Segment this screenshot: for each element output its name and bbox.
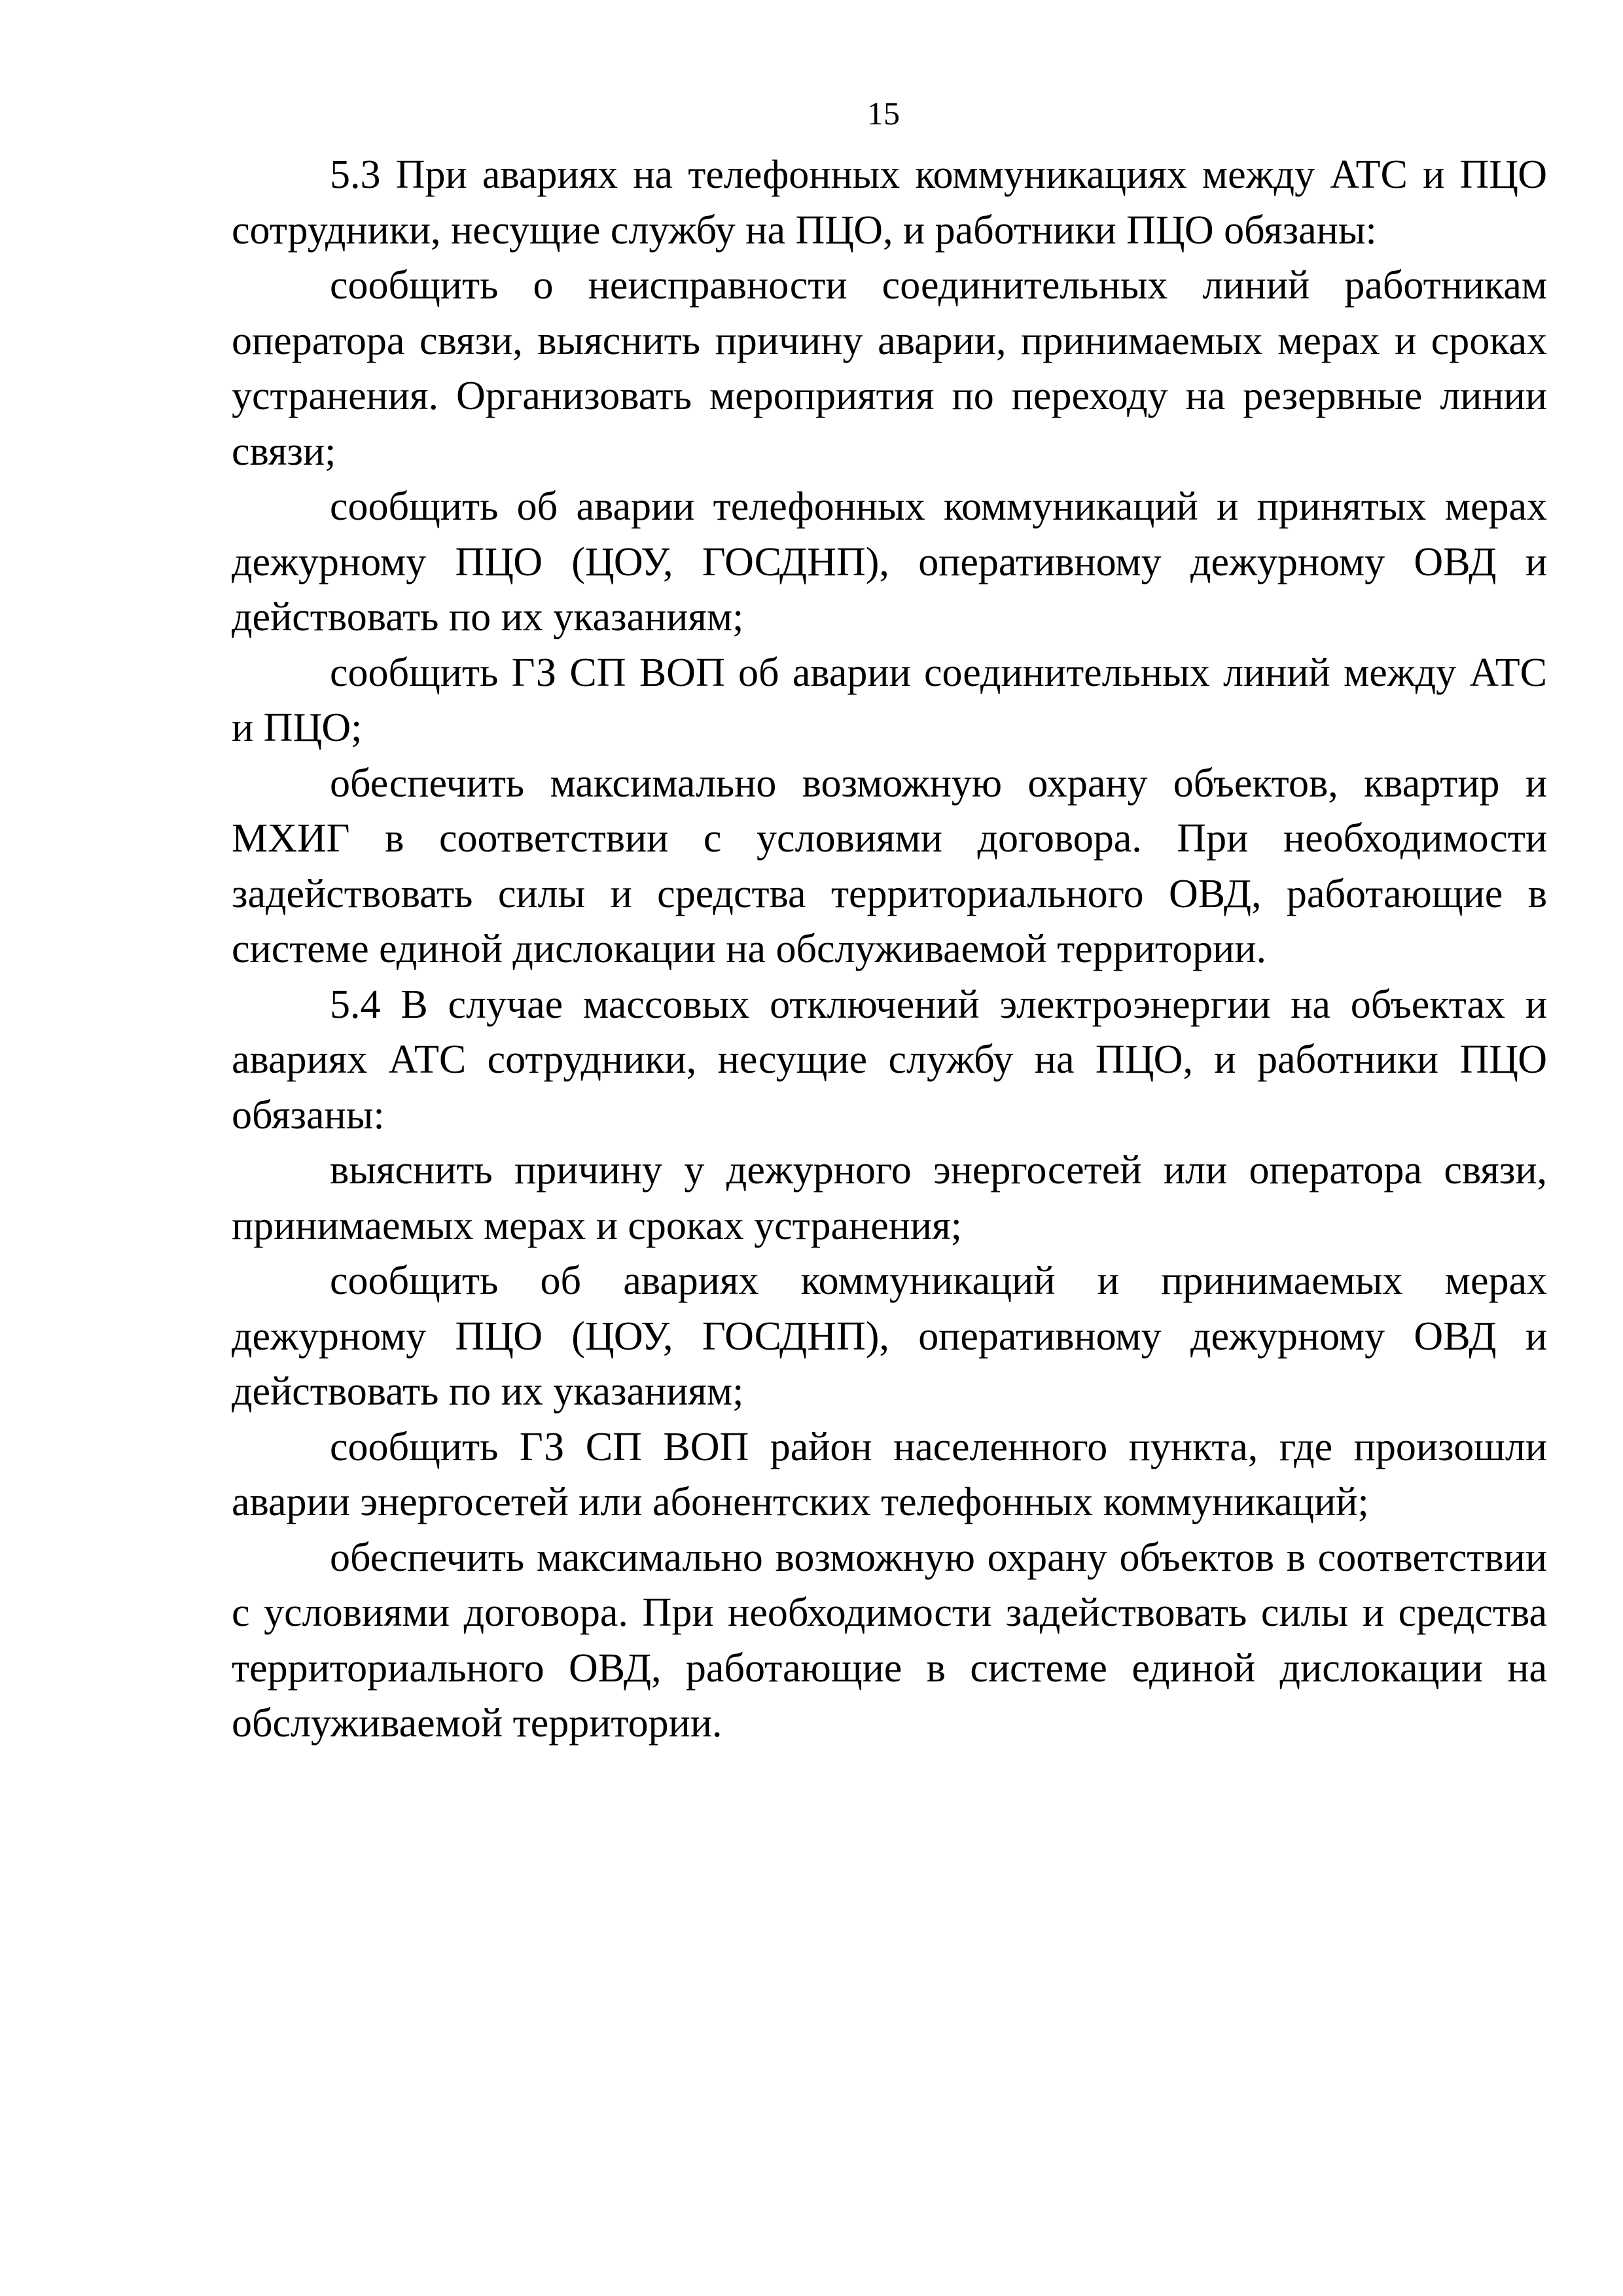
paragraph-report-to-duty-officer: сообщить об аварии телефонных коммуникаций и принятых мерах дежурному ПЦО (ЦОУ, ГОСДНП), оперативному дежурному ОВД и действовать по их указаниям; bbox=[232, 484, 1547, 639]
page-number: 15 bbox=[867, 95, 900, 132]
paragraph-report-accidents: сообщить об авариях коммуникаций и принимаемых мерах дежурному ПЦО (ЦОУ, ГОСДНП), оперативному дежурному ОВД и действовать по их указаниям; bbox=[232, 1259, 1547, 1414]
paragraph-report-area: сообщить ГЗ СП ВОП район населенного пункта, где произошли аварии энергосетей или абонентских телефонных коммуникаций; bbox=[232, 1424, 1547, 1524]
paragraph-5-4: 5.4 В случае массовых отключений электроэнергии на объектах и авариях АТС сотрудники, несущие службу на ПЦО, и работники ПЦО обязаны: bbox=[232, 982, 1547, 1138]
paragraph-ensure-protection: обеспечить максимально возможную охрану объектов, квартир и МХИГ в соответствии с условиями договора. При необходимости задействовать силы и средства территориального ОВД, работающие в системе единой дислокации на обслуживаемой территории. bbox=[232, 761, 1547, 971]
paragraph-report-to-gz-sp-vop: сообщить ГЗ СП ВОП об аварии соединительных линий между АТС и ПЦО; bbox=[232, 650, 1547, 750]
document-body bbox=[232, 147, 1547, 1751]
paragraph-5-3: 5.3 При авариях на телефонных коммуникациях между АТС и ПЦО сотрудники, несущие службу на ПЦО, и работники ПЦО обязаны: bbox=[232, 152, 1547, 253]
paragraph-report-line-fault: сообщить о неисправности соединительных линий работникам оператора связи, выяснить причину аварии, принимаемых мерах и сроках устранения. Организовать мероприятия по переходу на резервные линии связи; bbox=[232, 263, 1547, 474]
paragraph-ensure-object-protection: обеспечить максимально возможную охрану объектов в соответствии с условиями договора. При необходимости задействовать силы и средства территориального ОВД, работающие в системе единой дислокации на обслуживаемой территории. bbox=[232, 1535, 1547, 1746]
paragraph-find-cause: выяснить причину у дежурного энергосетей или оператора связи, принимаемых мерах и сроках устранения; bbox=[232, 1148, 1547, 1248]
